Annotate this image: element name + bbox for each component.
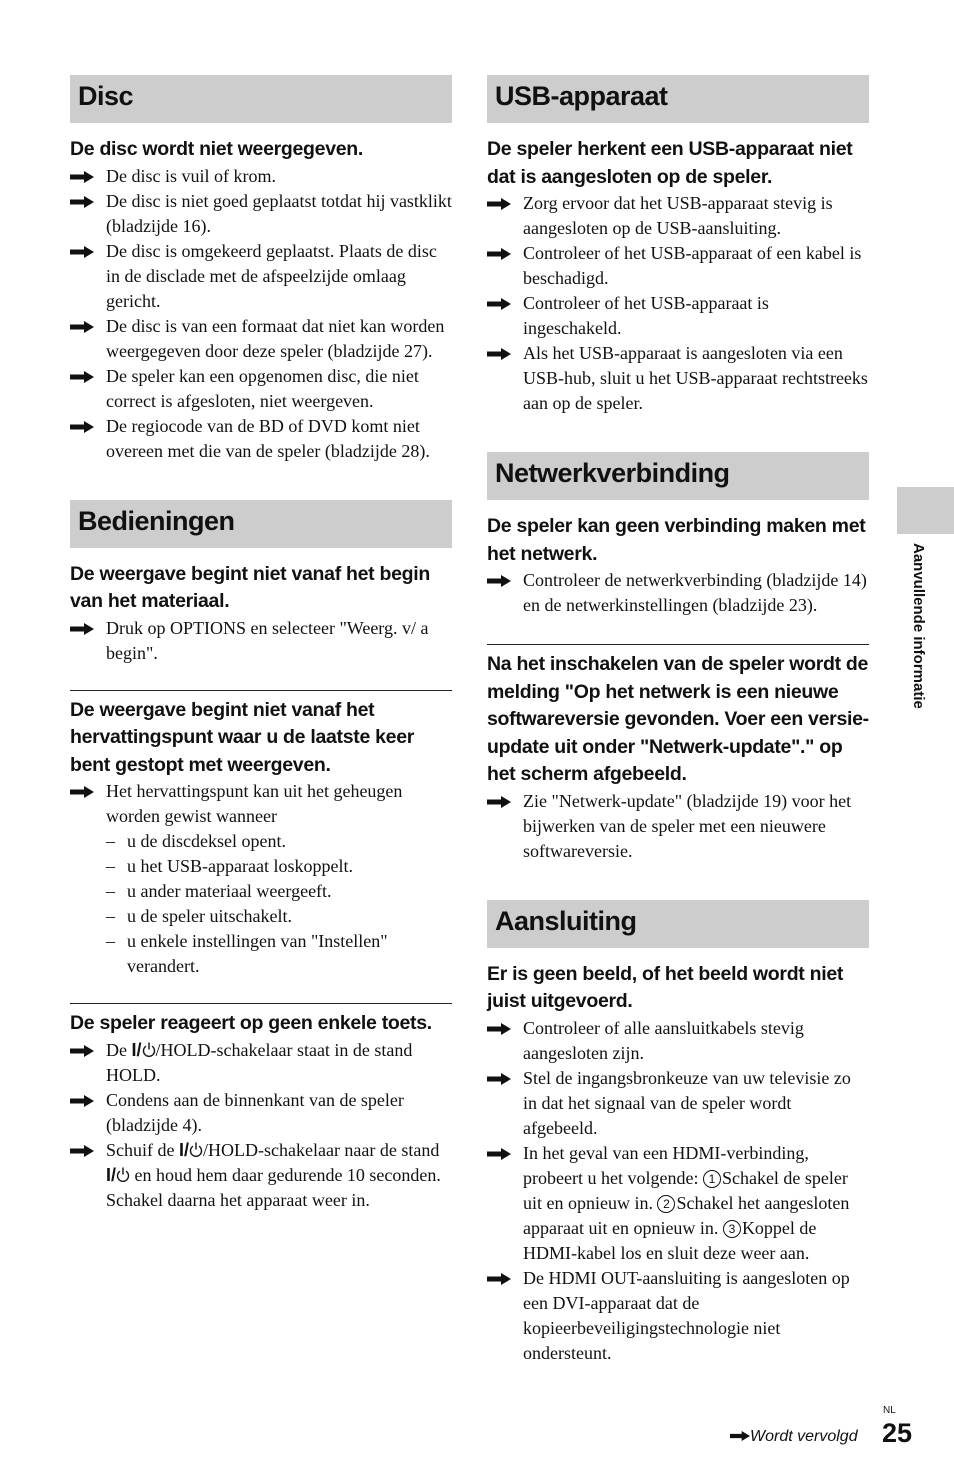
arrow-icon xyxy=(487,1073,511,1085)
netwerk-items-1 xyxy=(487,568,869,618)
list-item: Stel de ingangsbronkeuze van uw televisie zo in dat het signaal van de speler wordt afgebeeld. xyxy=(487,1066,869,1141)
arrow-icon xyxy=(487,348,511,360)
arrow-icon xyxy=(487,198,511,210)
arrow-icon xyxy=(70,171,94,183)
section-header-bedieningen: Bedieningen xyxy=(70,500,452,548)
bedieningen-problem-heading-3: De speler reageert op geen enkele toets. xyxy=(70,1003,452,1038)
list-item: De disc is van een formaat dat niet kan worden weergegeven door deze speler (bladzijde 27). xyxy=(70,314,452,364)
disc-items xyxy=(70,164,452,464)
list-item: De speler kan een opgenomen disc, die niet correct is afgesloten, niet weergeven. xyxy=(70,364,452,414)
list-item: Zie "Netwerk-update" (bladzijde 19) voor het bijwerken van de speler met een nieuwere softwareversie. xyxy=(487,789,869,864)
power-icon xyxy=(189,1142,203,1158)
aansluiting-problem-heading: Er is geen beeld, of het beeld wordt niet juist uitgevoerd. xyxy=(487,962,844,1012)
power-icon xyxy=(116,1167,130,1183)
dash-item: – u ander materiaal weergeeft. xyxy=(106,881,332,901)
list-item: Druk op OPTIONS en selecteer "Weerg. v/ a begin". xyxy=(70,616,452,666)
arrow-icon xyxy=(487,298,511,310)
netwerk-problem-heading-1: De speler kan geen verbinding maken met het netwerk. xyxy=(487,515,866,565)
section-header-netwerk: Netwerkverbinding xyxy=(487,452,869,500)
section-header-usb: USB-apparaat xyxy=(487,75,869,123)
right-column xyxy=(487,75,869,1366)
usb-items xyxy=(487,191,869,416)
list-item: Schuif de I/ /HOLD-schakelaar naar de stand I/ en houd hem daar gedurende 10 seconden. Schakel daarna het apparaat weer in. xyxy=(70,1138,452,1213)
bedieningen-problem-heading-1: De weergave begint niet vanaf het begin van het materiaal. xyxy=(70,562,430,612)
bedieningen-items-1 xyxy=(70,616,452,666)
list-item: Controleer of het USB-apparaat is ingeschakeld. xyxy=(487,291,869,341)
arrow-icon xyxy=(70,246,94,258)
arrow-icon xyxy=(487,1273,511,1285)
arrow-icon xyxy=(487,1148,511,1160)
arrow-icon xyxy=(70,623,94,635)
list-item: Condens aan de binnenkant van de speler (bladzijde 4). xyxy=(70,1088,452,1138)
arrow-icon xyxy=(70,371,94,383)
dash-item: – u de speler uitschakelt. xyxy=(106,906,292,926)
arrow-icon xyxy=(487,575,511,587)
list-item: Controleer of het USB-apparaat of een kabel is beschadigd. xyxy=(487,241,869,291)
step-number-badge: 1 xyxy=(703,1170,721,1188)
list-item: Zorg ervoor dat het USB-apparaat stevig is aangesloten op de USB-aansluiting. xyxy=(487,191,869,241)
bedieningen-items-2 xyxy=(70,779,452,979)
list-item: De I/ /HOLD-schakelaar staat in de stand HOLD. xyxy=(70,1038,452,1088)
netwerk-items-2 xyxy=(487,789,869,864)
chapter-tab xyxy=(897,487,954,534)
list-item: In het geval van een HDMI-verbinding, probeert u het volgende: 1 Schakel de speler uit en opnieuw in. 2 Schakel het aangesloten apparaat uit en opnieuw in. 3 Koppel de HDMI-kabel los en sluit deze weer aan. xyxy=(487,1141,869,1266)
list-item: Als het USB-apparaat is aangesloten via een USB-hub, sluit u het USB-apparaat rechtstreeks aan op de speler. xyxy=(487,341,869,416)
arrow-icon xyxy=(730,1430,750,1442)
list-item: De regiocode van de BD of DVD komt niet overeen met die van de speler (bladzijde 28). xyxy=(70,414,452,464)
arrow-icon xyxy=(487,796,511,808)
arrow-icon xyxy=(70,321,94,333)
chapter-label: Aanvullende informatie xyxy=(910,543,927,709)
step-number-badge: 3 xyxy=(723,1220,741,1238)
bedieningen-items-3 xyxy=(70,1038,452,1213)
arrow-icon xyxy=(70,786,94,798)
dash-item: – u het USB-apparaat loskoppelt. xyxy=(106,856,353,876)
power-icon xyxy=(142,1042,156,1058)
arrow-icon xyxy=(70,196,94,208)
list-item: De disc is omgekeerd geplaatst. Plaats de disc in de disclade met de afspeelzijde omlaag gericht. xyxy=(70,239,452,314)
arrow-icon xyxy=(70,1045,94,1057)
list-item: Controleer de netwerkverbinding (bladzijde 14) en de netwerkinstellingen (bladzijde 23). xyxy=(487,568,869,618)
usb-problem-heading: De speler herkent een USB-apparaat niet dat is aangesloten op de speler. xyxy=(487,138,853,188)
dash-item: – u enkele instellingen van "Instellen" verandert. xyxy=(106,931,388,976)
bedieningen-problem-heading-2: De weergave begint niet vanaf het hervattingspunt waar u de laatste keer bent gestopt met weergeven. xyxy=(70,690,452,780)
section-header-aansluiting: Aansluiting xyxy=(487,900,869,948)
arrow-icon xyxy=(487,1023,511,1035)
left-column xyxy=(70,75,452,1213)
aansluiting-items xyxy=(487,1016,869,1366)
list-item: De disc is vuil of krom. xyxy=(70,164,452,189)
dash-item: – u de discdeksel opent. xyxy=(106,831,286,851)
disc-problem-heading: De disc wordt niet weergegeven. xyxy=(70,138,364,160)
arrow-icon xyxy=(70,421,94,433)
arrow-icon xyxy=(70,1095,94,1107)
section-header-disc: Disc xyxy=(70,75,452,123)
step-number-badge: 2 xyxy=(657,1195,675,1213)
arrow-icon xyxy=(487,248,511,260)
continued-note: Wordt vervolgd xyxy=(730,1428,858,1446)
language-code: NL xyxy=(883,1405,896,1416)
arrow-icon xyxy=(70,1145,94,1157)
page-number: 25 xyxy=(882,1418,913,1448)
list-item: De disc is niet goed geplaatst totdat hij vastklikt (bladzijde 16). xyxy=(70,189,452,239)
list-item: De HDMI OUT-aansluiting is aangesloten op een DVI-apparaat dat de kopieerbeveiligingstechnologie niet ondersteunt. xyxy=(487,1266,869,1366)
netwerk-problem-heading-2: Na het inschakelen van de speler wordt de melding "Op het netwerk is een nieuwe softwareversie gevonden. Voer een versie-update uit onder "Netwerk-update"." op het scherm afgebeeld. xyxy=(487,644,869,789)
list-item: Controleer of alle aansluitkabels stevig aangesloten zijn. xyxy=(487,1016,869,1066)
list-item: Het hervattingspunt kan uit het geheugen worden gewist wanneer – u de discdeksel opent. – u het USB-apparaat loskoppelt. – u ander materiaal weergeeft. – u de speler uitschakelt. – u enkele instellingen van "Instellen" verandert. xyxy=(70,779,452,979)
